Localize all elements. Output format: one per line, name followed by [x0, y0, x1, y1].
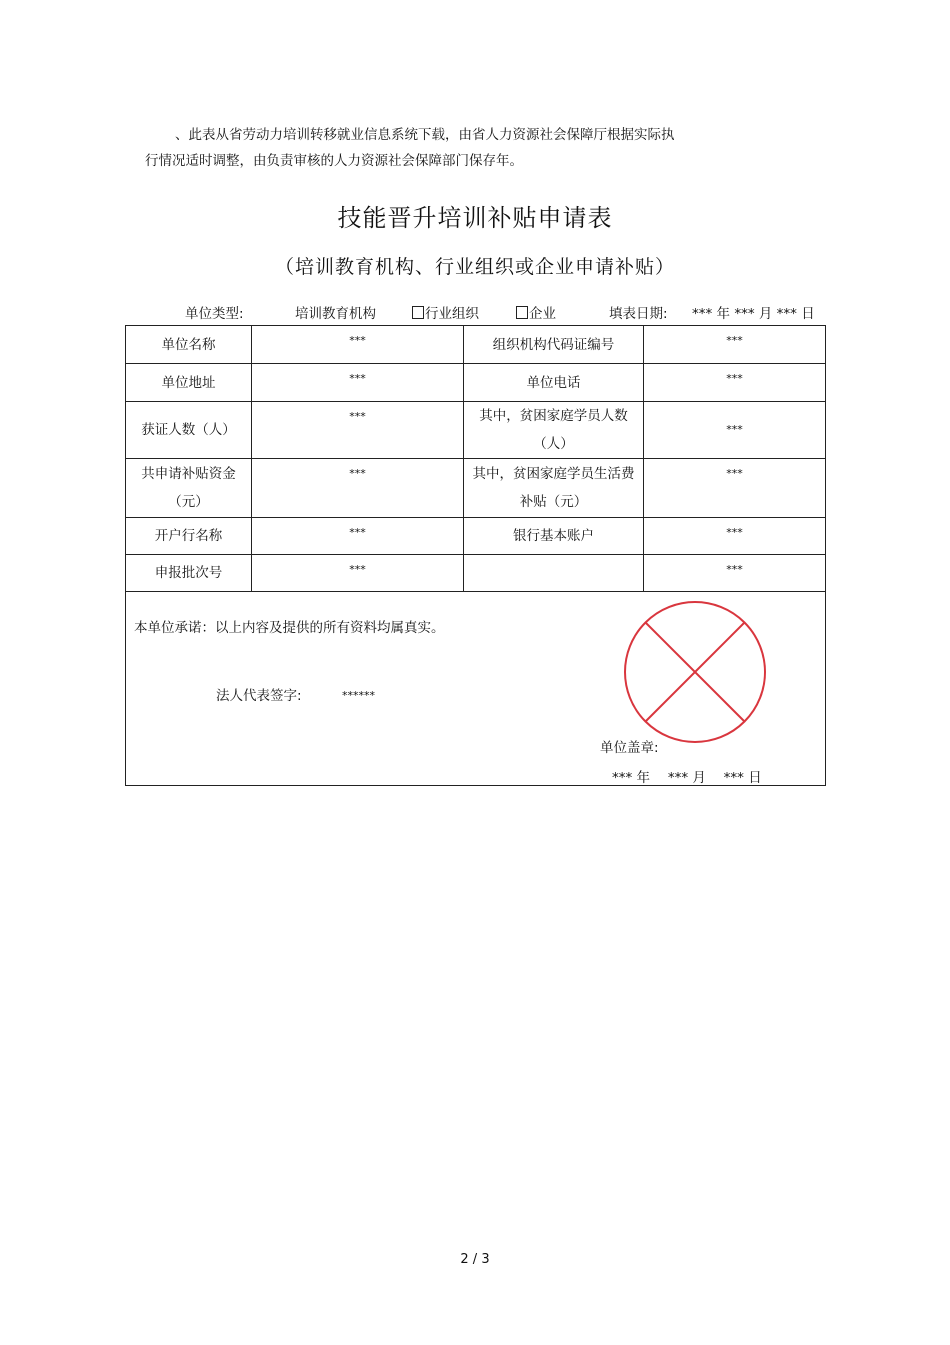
legal-rep-signature-label: 法人代表签字:: [216, 688, 302, 704]
label-living-subsidy: 其中，贫困家庭学员生活费补贴（元）: [464, 459, 644, 518]
footnote: [145, 122, 765, 174]
table-row: [126, 326, 826, 364]
value-living-subsidy: ***: [644, 459, 826, 518]
label-bank-account: 银行基本账户: [464, 518, 644, 555]
label-unit-address: 单位地址: [126, 364, 252, 402]
legal-rep-signature-value: ******: [342, 689, 375, 702]
label-poor-family-count: 其中，贫困家庭学员人数（人）: [464, 402, 644, 459]
fill-date-value: *** 年 *** 月 *** 日: [692, 306, 815, 322]
value-bank-name: ***: [252, 518, 464, 555]
value-unit-name: ***: [252, 326, 464, 364]
table-row: [126, 364, 826, 402]
form-subtitle: （培训教育机构、行业组织或企业申请补贴）: [274, 256, 675, 278]
value-poor-family-count: ***: [644, 402, 826, 459]
value-unit-address: ***: [252, 364, 464, 402]
page-number: 2 / 3: [460, 1252, 490, 1267]
footnote-line-2: 行情况适时调整，由负责审核的人力资源社会保障部门保存年。: [145, 153, 523, 169]
unit-type-label: 单位类型:: [185, 306, 244, 322]
empty-cell: [464, 555, 644, 592]
commitment-section: [126, 592, 826, 786]
seal-date: *** 年 *** 月 *** 日: [612, 770, 762, 786]
value-total-subsidy: ***: [252, 459, 464, 518]
value-batch-extra: ***: [644, 555, 826, 592]
table-row: [126, 518, 826, 555]
form-title: 技能晋升培训补贴申请表: [337, 204, 613, 232]
label-bank-name: 开户行名称: [126, 518, 252, 555]
option-training-institution: 培训教育机构: [295, 306, 376, 322]
checkbox-enterprise[interactable]: [516, 306, 528, 319]
option-industry-org-label: 行业组织: [425, 306, 479, 322]
fill-date-label: 填表日期:: [609, 306, 668, 322]
option-industry-org[interactable]: [412, 302, 479, 322]
value-certified-count: ***: [252, 402, 464, 459]
value-unit-phone: ***: [644, 364, 826, 402]
unit-seal-label: 单位盖章:: [600, 740, 659, 756]
label-org-code: 组织机构代码证编号: [464, 326, 644, 364]
table-row: [126, 592, 826, 786]
option-enterprise-label: 企业: [529, 306, 556, 322]
label-batch-number: 申报批次号: [126, 555, 252, 592]
footnote-line-1: 、此表从省劳动力培训转移就业信息系统下载，由省人力资源社会保障厅根据实际执: [175, 127, 675, 143]
value-bank-account: ***: [644, 518, 826, 555]
option-enterprise[interactable]: [516, 302, 556, 322]
label-total-subsidy: 共申请补贴资金（元）: [126, 459, 252, 518]
label-unit-name: 单位名称: [126, 326, 252, 364]
table-row: [126, 555, 826, 592]
commitment-text: 本单位承诺：以上内容及提供的所有资料均属真实。: [134, 620, 445, 636]
application-form-table: [125, 325, 826, 786]
label-certified-count: 获证人数（人）: [126, 402, 252, 459]
value-org-code: ***: [644, 326, 826, 364]
table-row: [126, 402, 826, 459]
checkbox-industry-org[interactable]: [412, 306, 424, 319]
value-batch-number: ***: [252, 555, 464, 592]
seal-placeholder-icon: [620, 597, 770, 747]
table-row: [126, 459, 826, 518]
label-unit-phone: 单位电话: [464, 364, 644, 402]
